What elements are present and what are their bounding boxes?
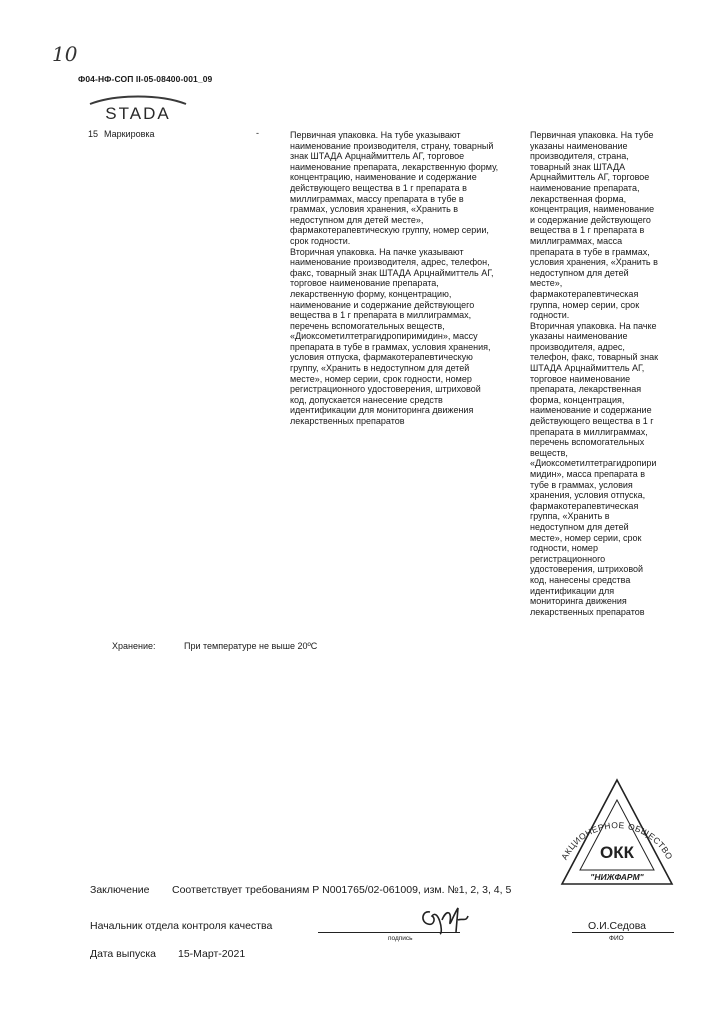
requirement-line: действующего вещества в 1 г препарата в	[290, 182, 467, 193]
requirement-line: наименование и содержание действующего	[290, 299, 475, 310]
actual-line: препарата в миллиграммах,	[530, 426, 648, 437]
head-of-qc-label: Начальник отдела контроля качества	[90, 920, 273, 932]
requirement-line: миллиграммах, массу препарата в тубе в	[290, 193, 464, 204]
requirement-line: фармакотерапевтическую группу, номер серии,	[290, 225, 489, 236]
actual-line: недоступном для детей	[530, 521, 629, 532]
actual-line: условия хранения, «Хранить в	[530, 257, 658, 268]
actual-line: наименование и содержание	[530, 405, 652, 416]
actual-line: вещества в 1 г препарата в	[530, 225, 645, 236]
actual-line: хранения, условия отпуска,	[530, 490, 646, 501]
actual-line: форма, концентрация,	[530, 394, 625, 405]
requirement-line: идентификации для мониторинга движения	[290, 405, 474, 416]
actual-line: Арцнаймиттель АГ, торговое	[530, 172, 650, 183]
requirement-line: перечень вспомогательных веществ,	[290, 320, 445, 331]
requirement-line: Первичная упаковка. На тубе указывают	[290, 130, 461, 140]
handwritten-signature	[418, 902, 470, 938]
actual-line: годности.	[530, 310, 570, 321]
actual-line: веществ,	[530, 447, 568, 458]
requirement-line: наименование препарата, лекарственную форму,	[290, 161, 499, 172]
requirement-line: наименование производителя, страну, товарный	[290, 140, 494, 151]
stamp-center-text: ОКК	[600, 843, 634, 862]
actual-line: Первичная упаковка. На тубе	[530, 130, 654, 140]
actual-line: ШТАДА Арцнаймиттель АГ,	[530, 363, 645, 374]
signer-name: О.И.Седова	[588, 920, 647, 932]
name-line	[572, 932, 674, 933]
actual-line: фармакотерапевтическая	[530, 288, 639, 299]
company-stamp	[558, 776, 676, 890]
actual-line: удостоверения, штриховой	[530, 564, 644, 575]
requirement-line: вещества в 1 г препарата в миллиграммах,	[290, 310, 472, 321]
stamp-arc-text: АКЦИОНЕРНОЕ ОБЩЕСТВО	[559, 819, 675, 862]
document-code: Ф04-НФ-СОП II-05-08400-001_09	[78, 74, 213, 84]
actual-line: лекарственная форма,	[530, 193, 627, 204]
requirement-line: торговое наименование препарата,	[290, 278, 439, 289]
actual-line: недоступном для детей	[530, 267, 629, 278]
actual-line: концентрация, наименование	[530, 204, 655, 215]
actual-line: и содержание действующего	[530, 214, 651, 225]
actual-line: Вторичная упаковка. На пачке	[530, 320, 657, 331]
actual-line: действующего вещества в 1 г	[530, 416, 654, 427]
requirement-line: концентрацию, наименование и содержание	[290, 172, 477, 183]
actual-line: телефон, факс, товарный знак	[530, 352, 659, 363]
requirement-line: граммах, условия хранения, «Хранить в	[290, 204, 459, 215]
actual-line: препарата, лекарственная	[530, 384, 642, 395]
actual-line: код, нанесены средства	[530, 574, 631, 585]
requirement-line: код, допускается нанесение средств	[290, 394, 443, 405]
actual-line: регистрационного	[530, 553, 606, 564]
requirements-column	[290, 130, 522, 427]
actual-line: лекарственных препаратов	[530, 606, 645, 617]
requirement-line: наименование производителя, адрес, телефон,	[290, 257, 490, 268]
actual-line: группа, «Хранить в	[530, 511, 610, 522]
actual-line: группа, номер серии, срок	[530, 299, 640, 310]
requirement-line: Вторичная упаковка. На пачке указывают	[290, 246, 464, 257]
section-heading	[88, 129, 155, 139]
stada-logo	[86, 95, 190, 127]
issue-date-label: Дата выпуска	[90, 948, 157, 960]
actual-line: годности, номер	[530, 543, 598, 554]
conclusion-value: Соответствует требованиям Р N001765/02-061009, изм. №1, 2, 3, 4, 5	[172, 884, 512, 896]
actual-line: тубе в граммах, условия	[530, 479, 633, 490]
actual-line: производителя, адрес,	[530, 341, 625, 352]
actual-line: месте»,	[530, 278, 563, 289]
requirement-line: группу, «Хранить в недоступном для детей	[290, 363, 470, 374]
actual-line: наименование препарата,	[530, 182, 640, 193]
storage-label: Хранение:	[112, 641, 156, 651]
requirement-line: срок годности.	[290, 235, 351, 246]
name-caption: ФИО	[609, 935, 624, 942]
requirement-line: условия отпуска, фармакотерапевтическую	[290, 352, 473, 363]
requirement-line: лекарственных препаратов	[290, 416, 405, 427]
actual-line: фармакотерапевтическая	[530, 500, 639, 511]
actual-line: «Диоксометилтетрагидропири	[530, 458, 657, 469]
actual-line: указаны наименование	[530, 331, 628, 342]
storage-value: При температуре не выше 20ºС	[184, 641, 318, 651]
requirement-line: «Диоксометилтетрагидропиримидин», массу	[290, 331, 478, 342]
requirement-line: месте», номер серии, срок годности, номер	[290, 373, 472, 384]
actual-line: мониторинга движения	[530, 596, 627, 607]
actual-line: месте», номер серии, срок	[530, 532, 642, 543]
logo-text: STADA	[105, 104, 171, 123]
stamp-bottom-text: "НИЖФАРМ"	[590, 872, 644, 882]
actual-line: товарный знак ШТАДА	[530, 161, 626, 172]
requirement-line: лекарственную форму, концентрацию,	[290, 288, 452, 299]
requirement-line: регистрационного удостоверения, штриховой	[290, 384, 481, 395]
actual-line: торговое наименование	[530, 373, 631, 384]
requirement-line: факс, товарный знак ШТАДА Арцнаймиттель АГ,	[290, 267, 494, 278]
actual-line: мидин», масса препарата в	[530, 469, 646, 479]
section-title: Маркировка	[104, 129, 155, 139]
actual-line: миллиграммах, масса	[530, 235, 623, 246]
actual-column	[530, 130, 670, 617]
requirement-line: недоступном для детей месте»,	[290, 214, 424, 225]
signature-caption: подпись	[388, 935, 413, 942]
actual-line: производителя, страна,	[530, 151, 629, 162]
section-dash: -	[256, 128, 259, 138]
section-number: 15	[88, 129, 99, 139]
actual-line: указаны наименование	[530, 140, 628, 151]
issue-date-value: 15-Март-2021	[178, 948, 246, 960]
handwritten-page-number: 10	[52, 42, 78, 66]
conclusion-label: Заключение	[90, 884, 150, 896]
requirement-line: препарата в тубе в граммах, условия хранения,	[290, 341, 491, 352]
actual-line: перечень вспомогательных	[530, 437, 645, 448]
actual-line: идентификации для	[530, 585, 615, 596]
actual-line: препарата в тубе в граммах,	[530, 246, 650, 257]
requirement-line: знак ШТАДА Арцнаймиттель АГ, торговое	[290, 151, 465, 162]
